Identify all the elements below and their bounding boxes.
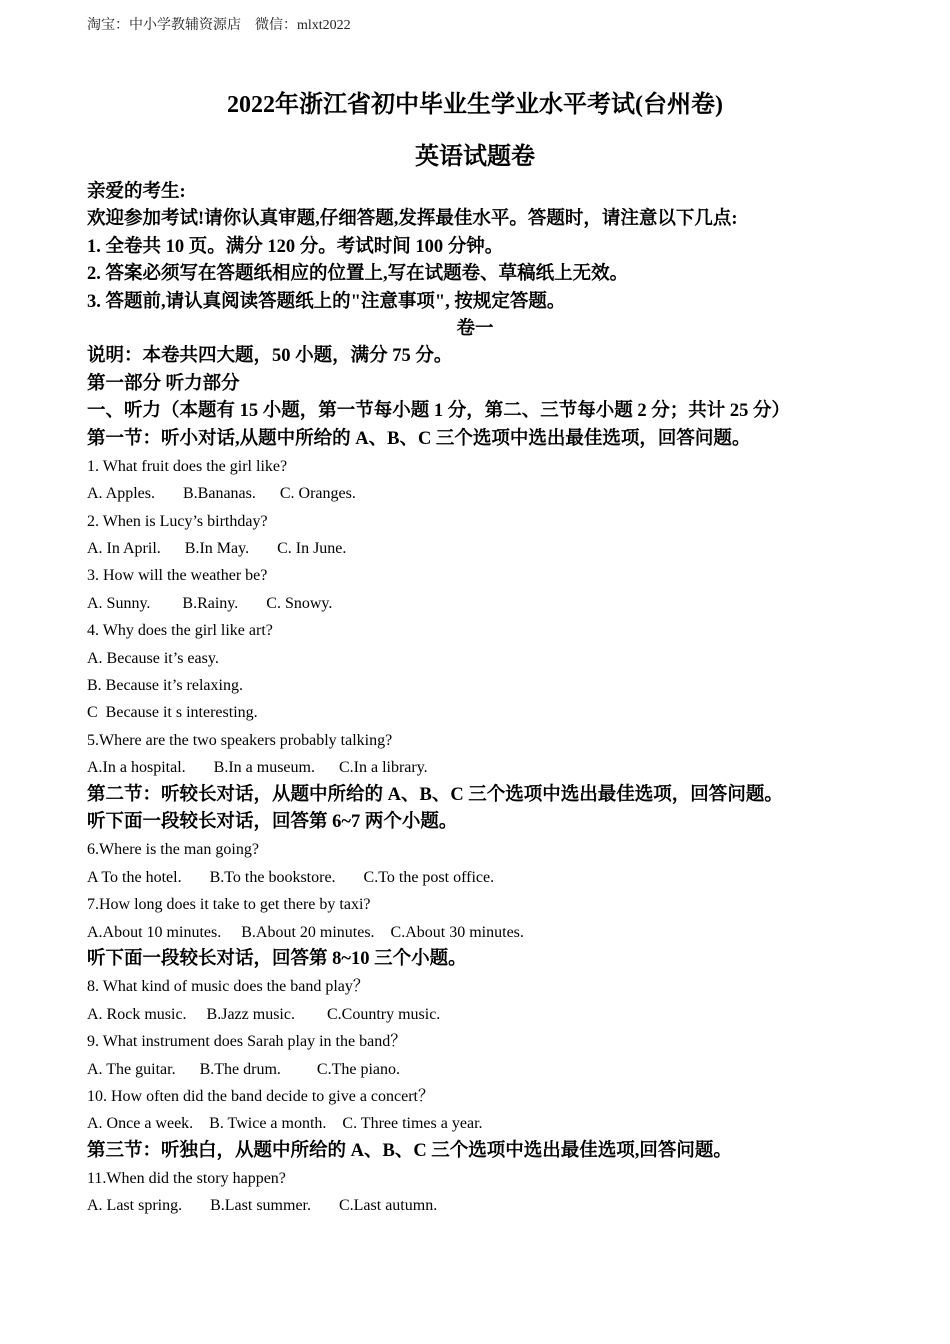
question-line: A. Sunny. B.Rainy. C. Snowy.: [87, 594, 333, 612]
question-line: 6.Where is the man going?: [87, 841, 259, 859]
section-heading: 3. 答题前,请认真阅读答题纸上的"注意事项", 按规定答题。: [87, 291, 566, 312]
question-line: B. Because it’s relaxing.: [87, 677, 243, 695]
question-line: C Because it s interesting.: [87, 704, 258, 722]
exam-title: 2022年浙江省初中毕业生学业水平考试(台州卷): [227, 92, 723, 118]
question-line: 3. How will the weather be?: [87, 567, 268, 585]
question-line: 11.When did the story happen?: [87, 1170, 286, 1188]
question-line: 8. What kind of music does the band play？: [87, 978, 369, 996]
question-line: A.In a hospital. B.In a museum. C.In a library.: [87, 759, 428, 777]
watermark-text: 淘宝：中小学教辅资源店 微信：mlxt2022: [87, 18, 351, 33]
question-line: A. Rock music. B.Jazz music. C.Country music.: [87, 1005, 441, 1023]
question-line: 2. When is Lucy’s birthday?: [87, 512, 268, 530]
section-heading: 第三节：听独白，从题中所给的 A、B、C 三个选项中选出最佳选项,回答问题。: [87, 1140, 732, 1161]
question-line: A. Because it’s easy.: [87, 649, 219, 667]
question-line: A. Apples. B.Bananas. C. Oranges.: [87, 485, 356, 503]
question-line: A To the hotel. B.To the bookstore. C.To the post office.: [87, 868, 495, 886]
section-heading: 听下面一段较长对话，回答第 8~10 三个小题。: [87, 948, 467, 969]
question-line: 5.Where are the two speakers probably talking?: [87, 731, 393, 749]
question-line: A. Once a week. B. Twice a month. C. Three times a year.: [87, 1115, 483, 1133]
section-heading: 卷一: [456, 318, 494, 339]
question-line: A. The guitar. B.The drum. C.The piano.: [87, 1060, 400, 1078]
section-heading: 第二节：听较长对话，从题中所给的 A、B、C 三个选项中选出最佳选项，回答问题。: [87, 784, 783, 805]
question-line: 10. How often did the band decide to give a concert？: [87, 1087, 435, 1105]
question-line: 1. What fruit does the girl like?: [87, 457, 288, 475]
question-line: 9. What instrument does Sarah play in the band？: [87, 1033, 407, 1051]
section-heading: 第一部分 听力部分: [87, 373, 240, 394]
exam-subtitle: 英语试题卷: [415, 144, 535, 170]
section-heading: 2. 答案必须写在答题纸相应的位置上,写在试题卷、草稿纸上无效。: [87, 264, 629, 285]
section-heading: 1. 全卷共 10 页。满分 120 分。考试时间 100 分钟。: [87, 236, 504, 257]
section-heading: 说明：本卷共四大题，50 小题，满分 75 分。: [87, 346, 453, 367]
exam-body: [87, 179, 887, 1220]
section-heading: 一、听力（本题有 15 小题，第一节每小题 1 分，第二、三节每小题 2 分；共计 25 分）: [87, 401, 791, 422]
section-heading: 听下面一段较长对话，回答第 6~7 两个小题。: [87, 811, 458, 832]
question-line: A. Last spring. B.Last summer. C.Last autumn.: [87, 1197, 438, 1215]
section-heading: 亲爱的考生:: [87, 182, 186, 202]
section-heading: 第一节：听小对话,从题中所给的 A、B、C 三个选项中选出最佳选项，回答问题。: [87, 428, 751, 449]
section-heading: 欢迎参加考试!请你认真审题,仔细答题,发挥最佳水平。答题时，请注意以下几点:: [87, 209, 738, 230]
question-line: 4. Why does the girl like art?: [87, 622, 273, 640]
question-line: 7.How long does it take to get there by taxi?: [87, 896, 371, 914]
question-line: A.About 10 minutes. B.About 20 minutes. C.About 30 minutes.: [87, 923, 524, 941]
question-line: A. In April. B.In May. C. In June.: [87, 540, 347, 558]
